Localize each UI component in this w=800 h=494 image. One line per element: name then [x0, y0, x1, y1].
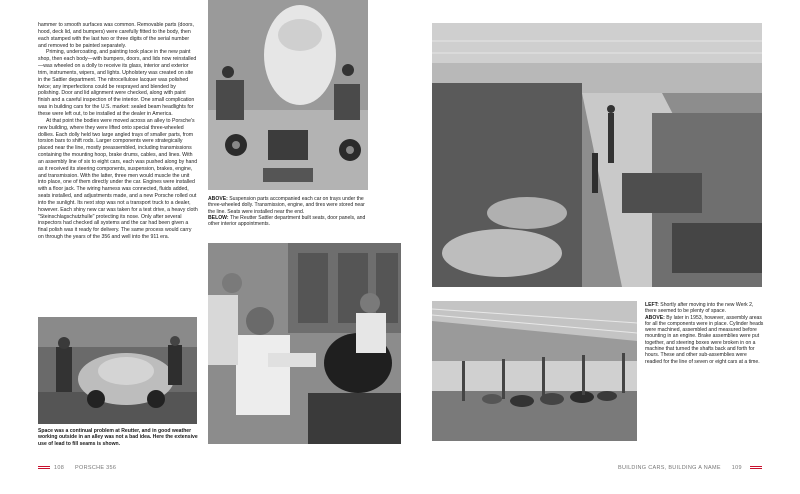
caption-sattler-text: The Reutter Sattler department built seats, door panels, and other interior appointments.	[208, 214, 366, 228]
caption-parts-text: Suspension parts accompanied each car on trays under the three-wheeled dolly. Transmission, engine, and tires were stored near the line. Seats were installed near the end.	[208, 196, 365, 215]
caption-above-label-right: ABOVE:	[645, 314, 665, 321]
body-paragraph-3: At that point the bodies were moved across an alley to Porsche's new building, where they were lifted onto special three-wheeled dollies. Each dolly held two large angled trays of smaller parts, from torsion bars to shift rods. Larger components were strategically placed near the line, mostly preassembled, including transmissions containing the mounting hoop, brake drums, cables, and lines. With an assembly line of six to eight cars, each was pushed along by hand as it received its steering components, suspension, brakes, engine, and transmission. With the latter, three men would muscle the unit into place, one of them directly under the car. Engines were installed with a floor jack. The wiring harness was connected, fluids added, seats installed, and adjustments made, and a new Porsche rolled out into the sunlight. Its next stop was not a transport truck to a dealer, however. Each shiny new car was taken for a test drive, a heavy cloth "Steinschlagschutzhulle" protecting its nose. Only after several inspectors had checked all systems and the car had been given a final polish was it ready for delivery. The same process would carry on through the years of the 356 and well into the 911 era.	[38, 117, 198, 241]
footer-right	[618, 465, 742, 471]
page-number-left: 108	[54, 465, 65, 471]
photo-assembly-hall	[432, 23, 762, 287]
caption-left-label: LEFT:	[645, 302, 659, 308]
footer-rule-left	[38, 466, 50, 471]
photo-sattler-department	[208, 243, 401, 444]
caption-right	[645, 302, 765, 365]
caption-alley: Space was a continual problem at Reutter, and in good weather working outside in an alley was not a bad idea. Here the extensive use of lead to fill seams is shown.	[38, 428, 198, 447]
caption-above-text: By later in 1953, however, assembly areas for all the components were in place. Cylinder heads were machined, assembled and measured before mounting in an engine. Brake assemblies were put together, and steering boxes were broken in on a machine that turned the shafts back and forth for hours. These and other sub-assemblies were readied for the line of seven or eight cars at a time.	[645, 314, 764, 365]
page-number-right: 109	[731, 465, 742, 471]
caption-parts-sattler	[208, 196, 370, 227]
caption-left-text: Shortly after moving into the new Werk 2, there seemed to be plenty of space.	[645, 302, 754, 315]
footer-left	[54, 465, 116, 471]
caption-below-label: BELOW:	[208, 214, 229, 221]
caption-above-label: ABOVE:	[208, 196, 228, 202]
body-paragraph-1: hammer to smooth surfaces was common. Removable parts (doors, hood, deck lid, and bumpers) were carefully fitted to the body, then each stamped with the last two or three digits of the serial number and removed to be painted separately.	[38, 22, 194, 49]
running-head-left: PORSCHE 356	[75, 465, 117, 471]
photo-werk2-hall	[432, 301, 637, 441]
photo-alley-workers	[38, 317, 197, 424]
body-paragraph-2: Priming, undercoating, and painting took place in the new paint shop, then each body—with bumpers, doors, and lids now reinstalled—was wheeled on a dolly to receive its glass, interior and exterior trim, instruments, wipers, and lights. Upholstery was created on site in the Sattler department. The nitrocellulose lacquer was polished twice; any imperfections could be resprayed and blended by polishing. Door and lid alignment were checked, along with paint finish and a careful inspection of the interior. One small complication was in building cars for the U.S. market: sealed beam headlights for these were left out, to be installed at the dealer in America.	[38, 49, 197, 117]
running-head-right: BUILDING CARS, BUILDING A NAME	[618, 465, 721, 471]
footer-rule-right	[750, 466, 762, 471]
body-text-column	[38, 22, 198, 241]
photo-parts-layout	[208, 0, 368, 190]
